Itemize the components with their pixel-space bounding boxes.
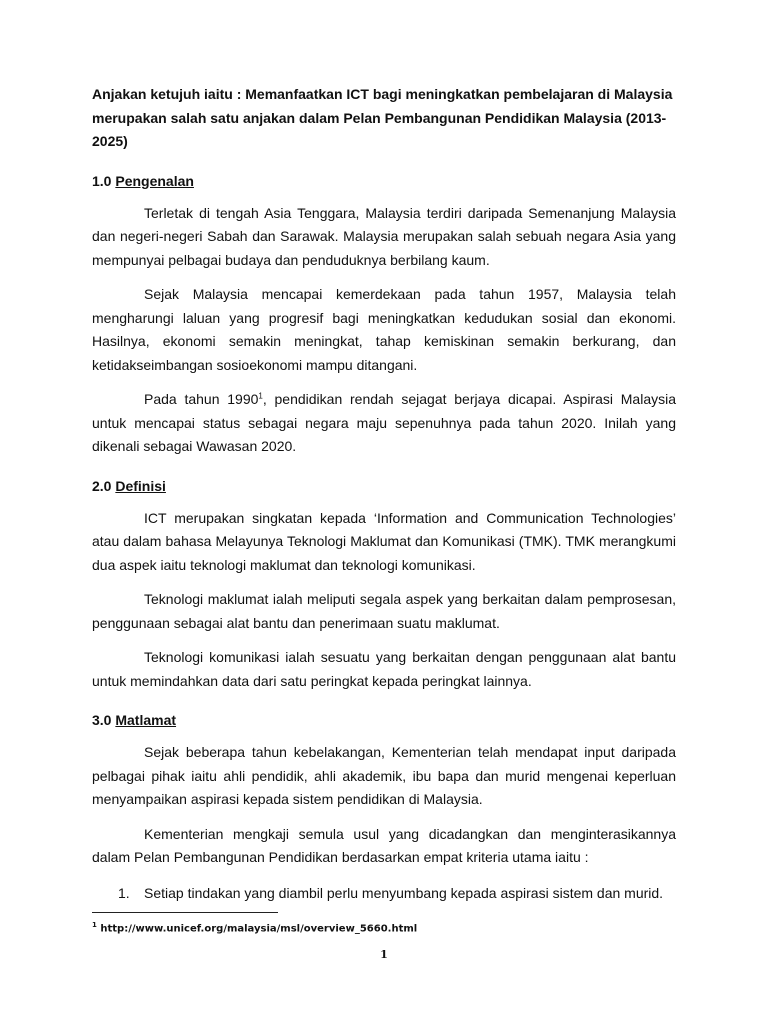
paragraph-text: Pada tahun 1990 (144, 391, 259, 407)
criteria-list (92, 882, 676, 906)
section-name: Definisi (115, 477, 166, 494)
section-heading-pengenalan (92, 171, 676, 191)
section-number: 1.0 (92, 172, 112, 189)
list-item (92, 882, 676, 906)
paragraph: Sejak beberapa tahun kebelakangan, Kementerian telah mendapat input daripada pelbagai pihak iaitu ahli pendidik, ahli akademik, ibu bapa dan murid mengenai keperluan menyampaikan aspirasi kepada sistem pendidikan di Malaysia. (92, 744, 676, 807)
footnote-separator (92, 912, 278, 913)
paragraph: Teknologi komunikasi ialah sesuatu yang berkaitan dengan penggunaan alat bantu untuk memindahkan data dari satu peringkat kepada peringkat lainnya. (92, 649, 676, 689)
paragraph: Sejak Malaysia mencapai kemerdekaan pada tahun 1957, Malaysia telah mengharungi laluan yang progresif bagi meningkatkan kedudukan sosial dan ekonomi. Hasilnya, ekonomi semakin meningkat, tahap kemiskinan semakin berkurang, dan ketidakseimbangan sosioekonomi mampu ditangani. (92, 286, 676, 373)
section-number: 2.0 (92, 477, 112, 494)
footnote-link[interactable]: http://www.unicef.org/malaysia/msl/overview_5660.html (100, 923, 418, 935)
paragraph: Teknologi maklumat ialah meliputi segala aspek yang berkaitan dalam pemprosesan, penggunaan sebagai alat bantu dan penerimaan suatu maklumat. (92, 591, 676, 631)
section-number: 3.0 (92, 712, 112, 728)
paragraph: Kementerian mengkaji semula usul yang dicadangkan dan menginterasikannya dalam Pelan Pembangunan Pendidikan berdasarkan empat kriteria utama iaitu : (92, 825, 676, 865)
footnote-reference[interactable]: 1 (258, 391, 263, 401)
paragraph: ICT merupakan singkatan kepada ‘Information and Communication Technologies’ atau dalam bahasa Melayunya Teknologi Maklumat dan Komunikasi (TMK). TMK merangkumi dua aspek iaitu teknologi maklumat dan teknologi komunikasi. (92, 509, 676, 573)
page-number: 1 (380, 948, 388, 961)
section-name: Pengenalan (115, 172, 194, 189)
paragraph-text: , pendidikan rendah sejagat berjaya dicapai. Aspirasi Malaysia untuk mencapai status sebagai negara maju sepenuhnya pada tahun 2020. Inilah yang dikenali sebagai Wawasan 2020. (92, 391, 676, 454)
document-body (92, 83, 676, 905)
footnote-marker: 1 (92, 921, 97, 929)
footnote (92, 921, 417, 934)
paragraph: Terletak di tengah Asia Tenggara, Malaysia terdiri daripada Semenanjung Malaysia dan negeri-negeri Sabah dan Sarawak. Malaysia merupakan salah sebuah negara Asia yang mempunyai pelbagai budaya dan penduduknya berbilang kaum. (92, 204, 676, 268)
document-title: Anjakan ketujuh iaitu : Memanfaatkan ICT bagi meningkatkan pembelajaran di Malaysia merupakan salah satu anjakan dalam Pelan Pembangunan Pendidikan Malaysia (2013-2025) (92, 86, 673, 149)
section-name: Matlamat (115, 712, 177, 728)
section-heading-matlamat (92, 710, 676, 730)
list-marker: 1. (118, 884, 130, 901)
paragraph (92, 388, 676, 459)
list-item-text: Setiap tindakan yang diambil perlu menyumbang kepada aspirasi sistem dan murid. (144, 884, 664, 901)
section-heading-definisi (92, 476, 676, 496)
